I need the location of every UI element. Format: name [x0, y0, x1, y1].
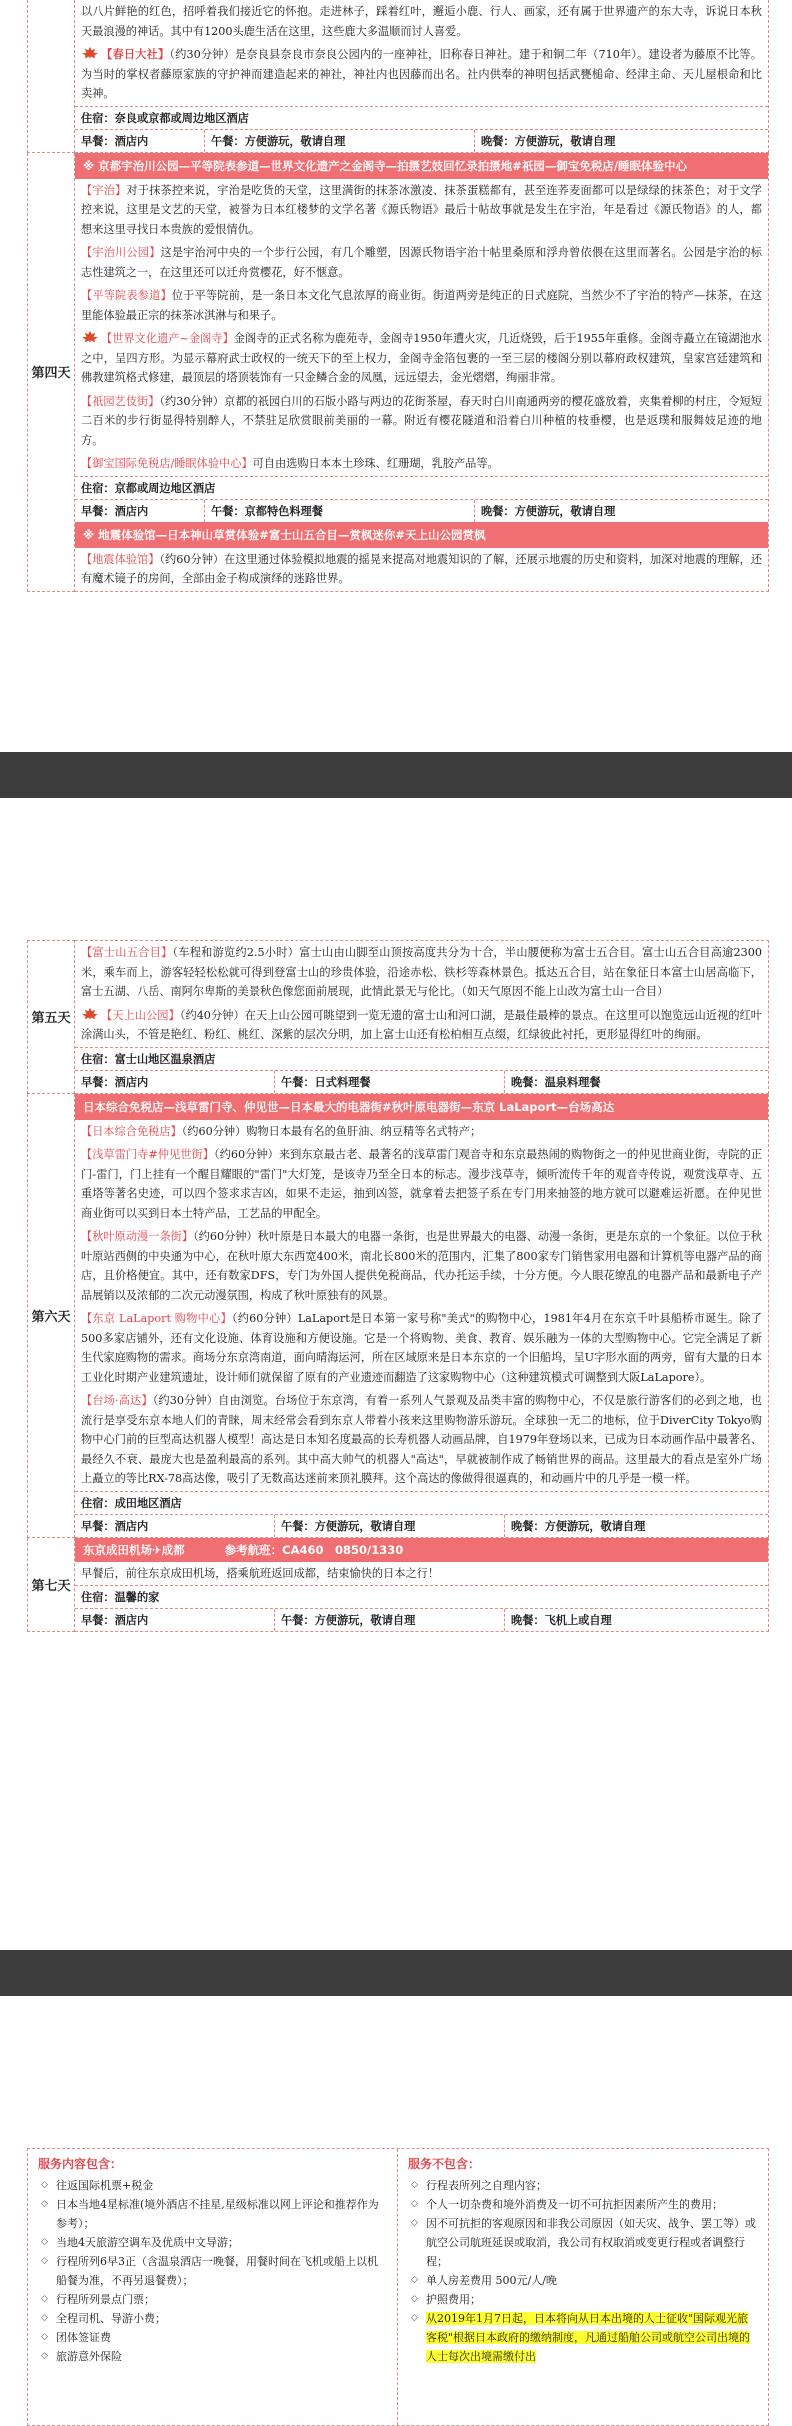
day7-label: 第七天	[28, 1537, 75, 1632]
list-item: ◇ 全程司机、导游小费；	[56, 2309, 387, 2328]
section-uji	[75, 179, 768, 242]
day4-header2: ※ 地震体验馆—日本神山草赏体验#富士山五合目—赏枫迷你#天上山公园赏枫	[75, 522, 768, 548]
section-name: 【地震体验馆】	[81, 552, 160, 566]
breakfast: 早餐：酒店内	[75, 1071, 275, 1093]
list-item: ◇ 护照费用；	[426, 2290, 758, 2309]
day4-prev-meals	[75, 129, 768, 152]
section-ujigawa	[75, 241, 768, 284]
lunch: 午餐：京都特色料理餐	[205, 500, 475, 522]
section-name: 【台场·高达】	[81, 1394, 153, 1407]
section-name: 【祇园艺伎街】	[81, 394, 160, 408]
section-text: （约60分钟）购物日本最有名的鱼肝油、纳豆精等名式特产；	[181, 1124, 482, 1138]
included-column	[28, 2149, 398, 2425]
day7-header	[75, 1538, 768, 1562]
breakfast: 早餐：酒店内	[75, 130, 205, 152]
list-item: ◇ 往返国际机票+税金	[56, 2176, 387, 2195]
section-text: 金阁寺的正式名称为鹿苑寺，金阁寺1950年遭火灾，几近烧毁，后于1955年重修。金阁寺矗立在镜湖池水之中，呈四方形。为显示幕府武士政权的一统天下的至上权力，金阁寺金箔包裹的一至三层的楼阁分别以幕府政权建筑，皇家宫廷建筑和佛教建筑格式修建，最顶层的塔顶装饰有一只金鳞合金的凤凰，远远望去，金光熠熠，绚丽非常。	[81, 332, 762, 384]
section-dutyfree	[75, 452, 768, 476]
section-fuji	[75, 941, 768, 1004]
section-text: （车程和游览约2.5小时）富士山由山脚至山顶按高度共分为十合，半山腰便称为富士五合目。富士山五合目高逾2300米，乘车而上，游客轻轻松松就可得到登富士山的珍贵体验，沿途赤松、铁杉等森林景色。抵达五合目，站在象征日本富士山居高临下，富士五湖、八岳、南阿尔卑斯的美景秋色像您面前展现，此情此景无与伦比。（如天气原因不能上山改为富士山一合目）	[81, 946, 762, 998]
list-item: ◇ 因不可抗拒的客观原因和非我公司原因（如天灾、战争、罢工等）或航空公司航班延误或取消，我公司有权取消或变更行程或者调整行程；	[426, 2214, 758, 2271]
section-name: 【宇治川公园】	[81, 246, 161, 259]
section-text: （约30分钟）京都的祇园白川的石版小路与两边的花街茶屋，春天时白川南通两旁的樱花盛放着，夹集着柳的村庄，令短短二百米的步行街显得特别醉人，不禁驻足欣赏眼前美丽的一幕。附近有樱花隧道和沿着白川种植的枝垂樱，也是返璞和服舞妓足迹的地方。	[81, 394, 762, 447]
kasuga-name: 【春日大社】	[101, 47, 170, 61]
maple-leaf-icon	[81, 46, 99, 60]
section-text: 位于平等院前，是一条日本文化气息浓厚的商业街。街道两旁是纯正的日式庭院，当然少不了宇治的特产—抹茶，在这里能体验最正宗的抹茶冰淇淋与和果子。	[81, 289, 762, 322]
list-item	[426, 2309, 758, 2366]
list-item: ◇ 行程所列景点门票；	[56, 2290, 387, 2309]
included-title: 服务内容包含：	[38, 2157, 123, 2171]
section-gion	[75, 390, 768, 453]
excluded-column	[398, 2149, 768, 2425]
section-text: （约60分钟）秋叶原是日本最大的电器一条街，也是世界最大的电器、动漫一条街，更是东京的一个象征。以位于秋叶原站西侧的中央通为中心，在秋叶原大东西宽400米，南北长800米的范围内，汇集了800家专门销售家用电器和计算机等电器产品的商店，且价格便宜。其中，还有数家DFS，专门为外国人提供免税商品，代办托运手续，十分方便。今人眼花缭乱的电器产品和最新电子产品展销以及浓郁的二次元动漫氛围，构成了秋叶原独有的风景。	[81, 1230, 762, 1302]
section-name: 【世界文化遗产~金阁寺】	[101, 332, 234, 345]
day7-meals	[75, 1608, 768, 1631]
kasuga-text: （约30分钟）是奈良县奈良市奈良公园内的一座神社，旧称春日神社。建于和铜二年（710年）。建设者为藤原不比等。为当时的掌权者藤原家族的守护神而建造起来的神社，神社内也因藤而出名。社内供奉的神明包括武甕槌命、经津主命、天儿屋根命和比卖神。	[81, 48, 762, 100]
section-text: （约60分钟）来到东京最古老、最著名的浅草雷门观音寺和东京最热闹的购物街之一的仲见世商业街，寺院的正门-雷门，门上挂有一个醒目耀眼的"雷门"大灯笼，是该寺乃至全日本的标志。漫步浅草寺，倾听流传千年的观音寺传说，观赏浅草寺、五重塔等著名史迹，可以四个签求求吉凶，如果不走运，抽到凶签，就拿着去把签子系在专门用来抽签的地方就可以避难运祈愿。在仲见世商业街可以买到日本土特产品，工艺品的甲配全。	[81, 1148, 763, 1220]
section-kinkakuji	[75, 327, 768, 390]
day4-header: ※ 京都宇治川公园—平等院表参道—世界文化遗产之金阁寺—拍摄艺妓回忆录拍摄地#祇园—御宝免税店/睡眠体验中心	[75, 153, 768, 179]
breakfast: 早餐：酒店内	[75, 1515, 275, 1537]
lunch: 午餐：方便游玩，敬请自理	[275, 1515, 505, 1537]
day4-meals	[75, 499, 768, 522]
breakfast: 早餐：酒店内	[75, 500, 205, 522]
day5-stay: 住宿：富士山地区温泉酒店	[75, 1047, 768, 1070]
day6-label: 第六天	[28, 1093, 75, 1537]
excluded-list	[408, 2176, 758, 2366]
section-lalaport	[75, 1307, 768, 1389]
itinerary-table-day4	[27, 0, 769, 592]
excluded-title: 服务不包含：	[408, 2157, 481, 2171]
section-text: 可自由选购日本本土珍珠、红珊瑚，乳胶产品等。	[252, 457, 499, 470]
list-item: ◇ 日本当地4星标准(境外酒店不挂星,星级标准以网上评论和推荐作为参考）；	[56, 2195, 387, 2233]
dinner: 晚餐：方便游玩，敬请自理	[511, 1518, 646, 1533]
section-name: 【秋叶原动漫一条街】	[81, 1230, 194, 1243]
day5-label: 第五天	[28, 941, 75, 1094]
list-item: ◇ 单人房差费用 500元/人/晚	[426, 2271, 758, 2290]
itinerary-table-days5-7	[27, 940, 769, 1632]
section-name: 【平等院表参道】	[81, 289, 172, 302]
section-akihabara	[75, 1225, 768, 1307]
section-quake	[75, 548, 768, 591]
section-odaiba	[75, 1389, 768, 1491]
list-item: ◇ 当地4天旅游空调车及优质中文导游；	[56, 2233, 387, 2252]
tax-highlight: 从2019年1月7日起，日本将向从日本出境的人士征收"国际观光旅客税"根据日本政府的缴纳制度，凡通过船舶公司或航空公司出境的人士每次出境需缴付出	[426, 2312, 751, 2363]
flight-info: 参考航班：CA460 0850/1330	[224, 1542, 404, 1557]
page-1	[0, 0, 792, 698]
kasuga-section	[75, 43, 768, 106]
lunch: 午餐：日式料理餐	[275, 1071, 505, 1093]
day7-text: 早餐后，前往东京成田机场，搭乘航班返回成都，结束愉快的日本之行！	[81, 1566, 440, 1580]
day5-meals	[75, 1070, 768, 1093]
section-dutyfree	[75, 1120, 768, 1144]
breakfast: 早餐：酒店内	[75, 1609, 275, 1631]
section-text: 这是宇治河中央的一个步行公园，有几个雕塑，因源氏物语宇治十帖里桑原和浮舟曾依偎在这里而著名。公园是宇治的标志性建筑之一，在这里还可以迁舟赏樱花，好不惬意。	[81, 246, 762, 279]
section-text: 对于抹茶控来说，宇治是吃货的天堂，这里满街的抹茶冰激凌、抹茶蛋糕都有，甚至连荞麦面都可以是绿绿的抹茶色；对于文学控来说，这里是文艺的天堂，被誉为日本红楼梦的文学名著《源氏物语》最后十帖故事就是发生在宇治，年是看过《源氏物语》的人，都想来这里寻找日本贵族的爱恨情仇。	[81, 183, 762, 236]
section-text: （约60分钟）在这里通过体验模拟地震的摇晃来提高对地震知识的了解，还展示地震的历史和资料，加深对地震的理解，还有魔术镜子的房间，全部由金子构成演绎的迷路世界。	[81, 552, 762, 585]
day4-prev-stay: 住宿：奈良或京都或周边地区酒店	[75, 106, 768, 129]
section-name: 【宇治】	[81, 183, 127, 197]
page-separator	[0, 752, 792, 798]
dinner: 晚餐：飞机上或自理	[511, 1613, 612, 1627]
section-name: 【天上山公园】	[101, 1008, 180, 1022]
maple-leaf-icon	[81, 1007, 99, 1021]
section-name: 【御宝国际免税店/睡眠体验中心】	[81, 457, 253, 470]
dinner: 晚餐：方便游玩，敬请自理	[481, 133, 616, 148]
dinner: 晚餐：方便游玩，敬请自理	[481, 503, 616, 518]
day6-meals	[75, 1514, 768, 1537]
day4-label: 第四天	[28, 152, 75, 591]
route: 东京成田机场✈成都	[83, 1542, 185, 1557]
list-item: ◇ 团体签证费	[56, 2328, 387, 2347]
page-2	[0, 798, 792, 1950]
day7-stay: 住宿：温馨的家	[75, 1585, 768, 1608]
list-item: ◇ 行程表所列之自理内容；	[426, 2176, 758, 2195]
day4-stay: 住宿：京都或周边地区酒店	[75, 476, 768, 499]
lunch: 午餐：方便游玩，敬请自理	[205, 130, 475, 152]
list-item: ◇ 个人一切杂费和境外消费及一切不可抗拒因素所产生的费用；	[426, 2195, 758, 2214]
section-text: （约30分钟）自由浏览。台场位于东京湾，有着一系列人气景观及品类丰富的购物中心，不仅是旅行游客们的必到之地，也流行是享受东京本地人们的青睐，周末经常会看到东京人带着小孩来这里购物游乐游玩。全球独一无二的地标，位于DiverCity Tokyo购物中心门前的巨型高达机器人模型！高达是日本知名度最高的长寿机器人动画品牌，自1979年登场以来，已成为日本动画作品中最著名、最经久不衰、最庞大也是盈利最高的系列。其中高大帅气的机器人"高达"，早就被制作成了畅销世界的商品。这里最大的看点是室外广场上矗立的等比RX-78高达像，吸引了无数高达迷前来顶礼膜拜。这个高达的像做得很逼真的，和动画片中的几乎是一模一样。	[81, 1394, 762, 1485]
service-box	[27, 2148, 769, 2426]
section-text: （约40分钟）在天上山公园可眺望到一览无遗的富士山和河口湖，是最佳最棒的景点。在这里可以饱览远山近视的红叶涂满山头，不管是艳红、粉红、桃红、深紫的层次分明，加上富士山还有松柏相互点缀，红绿彼此衬托，更形显得红叶的绚丽。	[81, 1008, 762, 1041]
dinner: 晚餐：温泉料理餐	[511, 1074, 601, 1089]
section-name: 【东京 LaLaport 购物中心】	[81, 1312, 232, 1325]
section-text: （约60分钟）LaLaport是日本第一家号称"美式"的购物中心，1981年4月在东京千叶县船桥市诞生。除了500多家店铺外，还有文化设施、体育设施和方便设施。它是一个将购物、美食、教育、娱乐融为一体的大型购物中心。它完全满足了新生代家庭购物的需求。商场分东京湾南道，面向晴海运河，所在区域原来是日本东京的一个旧船坞，呈U字形水面的两旁，留有大量的日本工业化时期产业建筑遗址，设计师们就保留了原有的产业遗迹而翻造了这家购物中心（这种建筑模式可调整到大阪LaLapore）。	[81, 1312, 762, 1384]
day6-header: 日本综合免税店—浅草雷门寺、仲见世—日本最大的电器街#秋叶原电器街—东京 LaLaport—台场高达	[75, 1094, 768, 1120]
section-name: 【浅草雷门寺#仲见世街】	[81, 1148, 215, 1161]
list-item: ◇ 行程所列6早3正（含温泉酒店一晚餐，用餐时间在飞机或船上以机船餐为准，不再另退餐费）；	[56, 2252, 387, 2290]
page-separator	[0, 1950, 792, 1996]
section-byodoin	[75, 284, 768, 327]
day6-stay: 住宿：成田地区酒店	[75, 1491, 768, 1514]
section-name: 【日本综合免税店】	[81, 1124, 182, 1138]
included-list	[38, 2176, 387, 2366]
lunch: 午餐：方便游玩，敬请自理	[275, 1609, 505, 1631]
list-item: ◇ 旅游意外保险	[56, 2347, 387, 2366]
section-tenjo	[75, 1004, 768, 1047]
section-asakusa	[75, 1143, 768, 1225]
day4-top-text: 以八片鲜艳的红色，招呼着我们接近它的怀抱。走进林子，踩着红叶，邂逅小鹿、行人、画家，还有属于世界遗产的东大寺，诉说日本秋天最浪漫的神话。其中有1200头鹿生活在这里，这些鹿大多温顺而讨人喜爱。	[81, 5, 762, 38]
maple-leaf-icon	[81, 330, 99, 344]
section-name: 【富士山五合目】	[81, 946, 173, 959]
